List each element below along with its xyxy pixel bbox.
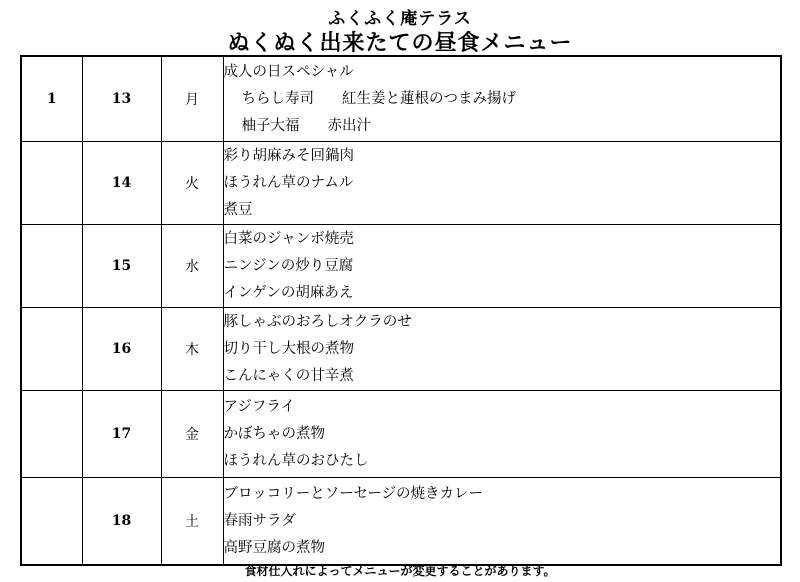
menu-item: 煮豆 [223, 201, 253, 218]
menu-items-cell [223, 308, 781, 391]
weekday-cell: 水 [161, 225, 223, 308]
month-cell [21, 225, 82, 308]
day-cell: 17 [82, 391, 161, 478]
menu-item: ニンジンの炒り豆腐 [223, 257, 354, 274]
month-cell [21, 308, 82, 391]
menu-item: 成人の日スペシャル [223, 63, 354, 80]
day-cell: 18 [82, 478, 161, 566]
day-cell: 14 [82, 142, 161, 225]
menu-items-cell [223, 478, 781, 566]
menu-item: 紅生姜と蓮根のつまみ揚げ [342, 90, 516, 107]
day-cell: 13 [82, 56, 161, 142]
table-row [21, 391, 781, 478]
month-cell [21, 478, 82, 566]
menu-item: こんにゃくの甘辛煮 [223, 367, 354, 384]
venue-name: ふくふく庵テラス [328, 9, 472, 29]
table-row [21, 56, 781, 142]
table-row [21, 142, 781, 225]
menu-items-cell [223, 225, 781, 308]
menu-item: ちらし寿司 [241, 90, 314, 107]
table-row [21, 225, 781, 308]
weekday-cell: 木 [161, 308, 223, 391]
menu-change-notice: 食材仕入れによってメニューが変更することがあります。 [244, 564, 556, 578]
weekday-cell: 金 [161, 391, 223, 478]
lunch-menu-table [20, 55, 782, 566]
month-cell [21, 391, 82, 478]
menu-item: 赤出汁 [327, 117, 371, 134]
menu-item-line [224, 113, 781, 140]
menu-item-line [224, 86, 781, 113]
menu-item: かぼちゃの煮物 [223, 425, 325, 442]
day-cell: 15 [82, 225, 161, 308]
menu-item: 豚しゃぶのおろしオクラのせ [223, 313, 412, 330]
menu-item: 切り干し大根の煮物 [223, 340, 354, 357]
menu-items-cell [223, 56, 781, 142]
menu-item: 彩り胡麻みそ回鍋肉 [223, 147, 354, 164]
menu-item: 柚子大福 [241, 117, 300, 134]
weekday-cell: 土 [161, 478, 223, 566]
month-cell: 1 [21, 56, 82, 142]
menu-item: 春雨サラダ [223, 512, 296, 529]
weekday-cell: 月 [161, 56, 223, 142]
menu-item: 白菜のジャンボ焼売 [223, 230, 354, 247]
month-cell [21, 142, 82, 225]
menu-item: アジフライ [223, 398, 295, 415]
menu-item: ブロッコリーとソーセージの焼きカレー [223, 485, 484, 502]
menu-items-cell [223, 142, 781, 225]
table-row [21, 478, 781, 566]
menu-item: ほうれん草のおひたし [223, 452, 369, 469]
menu-item: ほうれん草のナムル [223, 174, 354, 191]
menu-item: インゲンの胡麻あえ [223, 284, 354, 301]
menu-items-cell [223, 391, 781, 478]
weekday-cell: 火 [161, 142, 223, 225]
menu-item: 高野豆腐の煮物 [223, 539, 325, 556]
menu-title: ぬくぬく出来たての昼食メニュー [227, 31, 573, 56]
day-cell: 16 [82, 308, 161, 391]
table-row [21, 308, 781, 391]
